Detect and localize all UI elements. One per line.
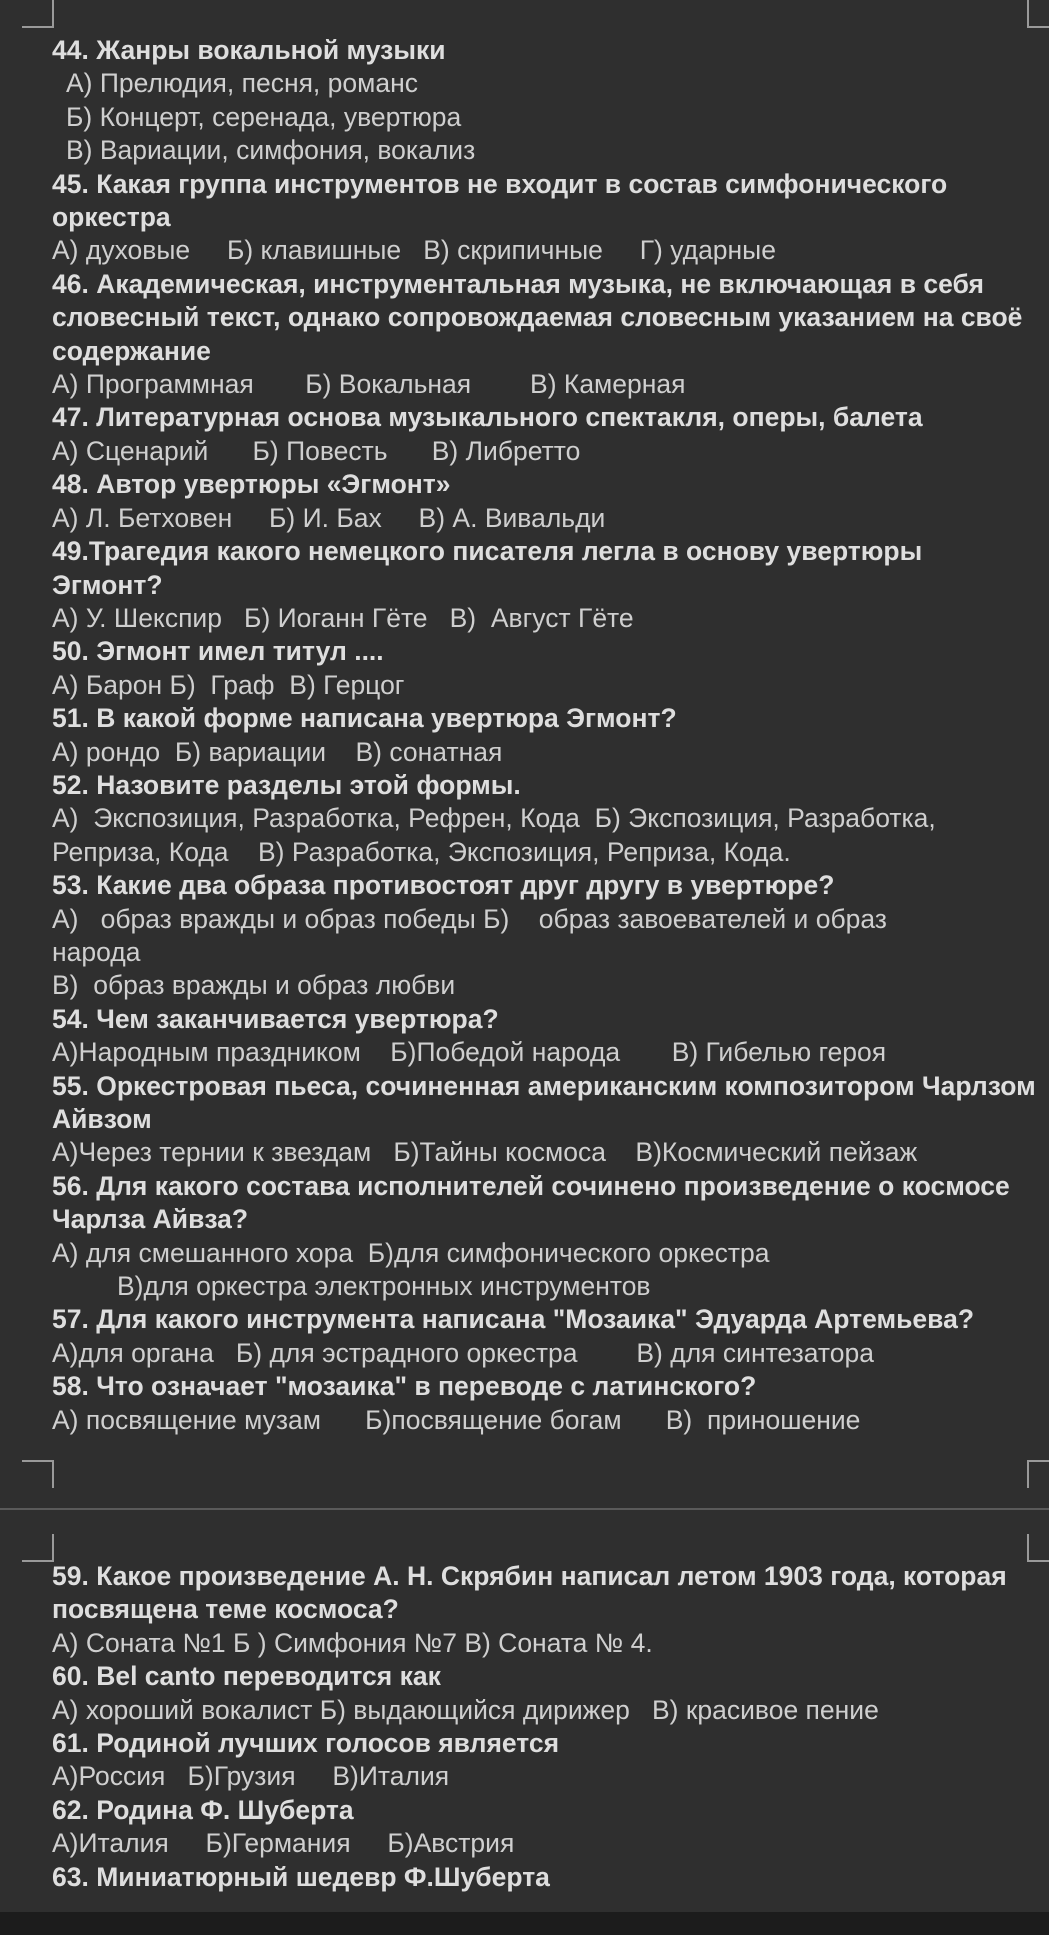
page-2-text <box>52 1560 1039 1894</box>
question-text: 54. Чем заканчивается увертюра? <box>52 1003 499 1034</box>
answer-options: А)Народным праздником Б)Победой народа В) Гибелью героя <box>52 1037 887 1068</box>
page-corner-mark <box>1027 1534 1049 1562</box>
question-text: 62. Родина Ф. Шуберта <box>52 1794 354 1825</box>
answer-options: В) образ вражды и образ любви <box>52 970 456 1001</box>
page-corner-mark <box>22 1534 54 1562</box>
question-text: 55. Оркестровая пьеса, сочиненная американским композитором Чарлзом Айвзом <box>52 1070 1036 1134</box>
question-text: 46. Академическая, инструментальная музыка, не включающая в себя словесный текст, однако сопровождаемая словесным указанием на своё содержание <box>52 268 1023 366</box>
question-text: 45. Какая группа инструментов не входит в состав симфонического оркестра <box>52 168 948 233</box>
question-text: 51. В какой форме написана увертюра Эгмонт? <box>52 703 677 734</box>
page-separator <box>0 1508 1049 1510</box>
question-text: 49.Трагедия какого немецкого писателя легла в основу увертюры Эгмонт? <box>52 536 923 600</box>
answer-options: Реприза, Кода В) Разработка, Экспозиция, Реприза, Кода. <box>52 836 791 867</box>
cut-off-line <box>0 1912 1049 1935</box>
answer-options: А) Соната №1 Б ) Симфония №7 В) Соната № 4. <box>52 1627 653 1658</box>
answer-options: народа <box>52 936 141 967</box>
answer-options: А)Италия Б)Германия Б)Австрия <box>52 1828 515 1859</box>
question-text: 60. Bel canto переводится как <box>52 1661 441 1692</box>
page-1-text <box>52 34 1039 1437</box>
answer-options: А) хороший вокалист Б) выдающийся дирижер В) красивое пение <box>52 1694 879 1725</box>
answer-options: А) посвящение музам Б)посвящение богам В) приношение <box>52 1404 861 1435</box>
page-corner-mark <box>1027 0 1049 28</box>
answer-options: А) образ вражды и образ победы Б) образ завоевателей и образ <box>52 903 887 934</box>
answer-options: А) для смешанного хора Б)для симфонического оркестра <box>52 1237 770 1268</box>
answer-options: А) Л. Бетховен Б) И. Бах В) А. Вивальди <box>52 502 606 533</box>
answer-options: А) Сценарий Б) Повесть В) Либретто <box>52 435 581 466</box>
page-corner-mark <box>22 1460 54 1488</box>
answer-options: А) Экспозиция, Разработка, Рефрен, Кода Б) Экспозиция, Разработка, <box>52 803 936 834</box>
answer-options: А)Россия Б)Грузия В)Италия <box>52 1761 450 1792</box>
answer-options: А) Барон Б) Граф В) Герцог <box>52 669 405 700</box>
answer-options: Б) Концерт, серенада, увертюра <box>66 101 462 132</box>
answer-options: А)Через тернии к звездам Б)Тайны космоса В)Космический пейзаж <box>52 1137 918 1168</box>
question-text: 47. Литературная основа музыкального спектакля, оперы, балета <box>52 402 923 433</box>
question-text: 61. Родиной лучших голосов является <box>52 1728 560 1759</box>
page-corner-mark <box>22 0 54 28</box>
question-text: 44. Жанры вокальной музыки <box>52 35 446 65</box>
question-text: 52. Назовите разделы этой формы. <box>52 769 521 800</box>
answer-options: А) Программная Б) Вокальная В) Камерная <box>52 369 686 400</box>
answer-options: В)для оркестра электронных инструментов <box>117 1271 651 1302</box>
question-text: 48. Автор увертюры «Эгмонт» <box>52 469 451 500</box>
question-text: 53. Какие два образа противостоят друг другу в увертюре? <box>52 870 835 901</box>
answer-options: А)для органа Б) для эстрадного оркестра В) для синтезатора <box>52 1337 874 1368</box>
question-text: 58. Что означает "мозаика" в переводе с латинского? <box>52 1371 757 1402</box>
answer-options: А) духовые Б) клавишные В) скрипичные Г) ударные <box>52 235 776 266</box>
question-text: 57. Для какого инструмента написана "Мозаика" Эдуарда Артемьева? <box>52 1304 975 1335</box>
question-text: 56. Для какого состава исполнителей сочинено произведение о космосе Чарлза Айвза? <box>52 1170 1010 1235</box>
question-text: 63. Миниатюрный шедевр Ф.Шуберта <box>52 1861 550 1892</box>
question-text: 50. Эгмонт имел титул .... <box>52 636 384 667</box>
page-corner-mark <box>1027 1460 1049 1488</box>
question-text: 59. Какое произведение А. Н. Скрябин написал летом 1903 года, которая посвящена теме космоса? <box>52 1561 1007 1625</box>
answer-options: В) Вариации, симфония, вокализ <box>66 135 476 166</box>
answer-options: А) У. Шекспир Б) Иоганн Гёте В) Август Гёте <box>52 602 634 633</box>
answer-options: А) рондо Б) вариации В) сонатная <box>52 736 503 767</box>
answer-options: А) Прелюдия, песня, романс <box>66 68 418 99</box>
